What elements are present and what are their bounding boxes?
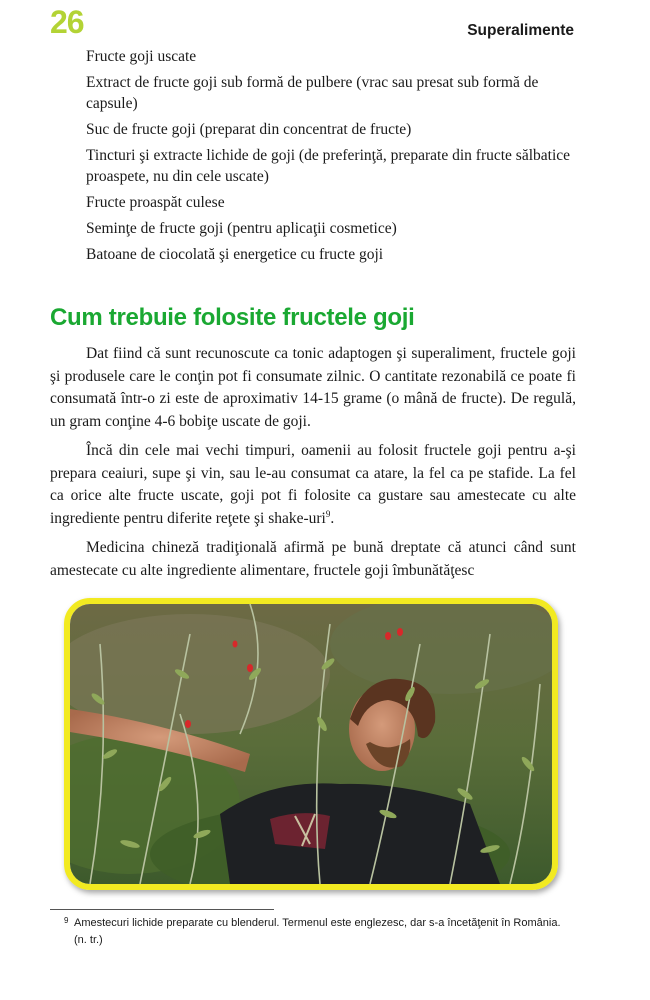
paragraph-text: Încă din cele mai vechi timpuri, oamenii au folosit fructele goji pentru a-şi prepara ceaiuri, supe şi vin, sau le-au consumat ca atare, la fel ca pe stafide. La fel ca orice alte fructe uscate, goji pot fi folosite ca gustare sau amestecate cu alte ingrediente pentru diferite reţete şi shake-uri xyxy=(50,442,576,527)
paragraph: Dat fiind că sunt recunoscute ca tonic adaptogen şi superaliment, fructele goji şi produsele care le conţin pot fi consumate zilnic. O cantitate rezonabilă ce poate fi consumată într-o zi este de aproximativ 14-15 grame (o mână de fructe). De regulă, un gram conţine 4-6 bobiţe uscate de goji. xyxy=(50,345,576,430)
paragraph: Medicina chineză tradiţională afirmă pe bună dreptate că atunci când sunt amestecate cu alte ingrediente alimentare, fructele goji îmbunătăţesc xyxy=(50,539,576,579)
page-number: 26 xyxy=(50,4,84,40)
list-item: Fructe proaspăt culese xyxy=(86,194,225,211)
product-list xyxy=(86,46,578,270)
list-item: Suc de fructe goji (preparat din concentrat de fructe) xyxy=(86,121,412,138)
list-item: Extract de fructe goji sub formă de pulbere (vrac sau presat sub formă de capsule) xyxy=(86,74,539,112)
section-title: Cum trebuie folosite fructele goji xyxy=(50,304,415,331)
footnote-reference: 9 xyxy=(325,508,331,519)
list-item: Seminţe de fructe goji (pentru aplicaţii cosmetice) xyxy=(86,220,397,237)
footnote-number: 9 xyxy=(64,916,69,925)
section-body xyxy=(50,343,576,589)
goji-harvest-photo xyxy=(64,598,558,890)
list-item: Batoane de ciocolată şi energetice cu fructe goji xyxy=(86,246,384,263)
list-item: Tincturi şi extracte lichide de goji (de preferinţă, preparate din fructe sălbatice proaspete, nu din cele uscate) xyxy=(86,147,571,185)
paragraph: Încă din cele mai vechi timpuri, oamenii au folosit fructele goji pentru a-şi prepara ceaiuri, supe şi vin, sau le-au consumat ca atare, la fel ca pe stafide. La fel ca orice alte fructe uscate, goji pot fi folosite ca gustare sau amestecate cu alte ingrediente pentru diferite reţete şi shake-uri$^9$. xyxy=(50,442,576,527)
footnote-separator xyxy=(50,909,274,910)
list-item: Fructe goji uscate xyxy=(86,48,197,65)
photo-illustration xyxy=(70,604,552,884)
footnote-text: Amestecuri lichide preparate cu blenderul. Termenul este englezesc, dar s-a încetăţenit în România. (n. tr.) xyxy=(74,917,561,946)
footnote xyxy=(50,915,576,949)
running-title: Superalimente xyxy=(467,22,574,39)
